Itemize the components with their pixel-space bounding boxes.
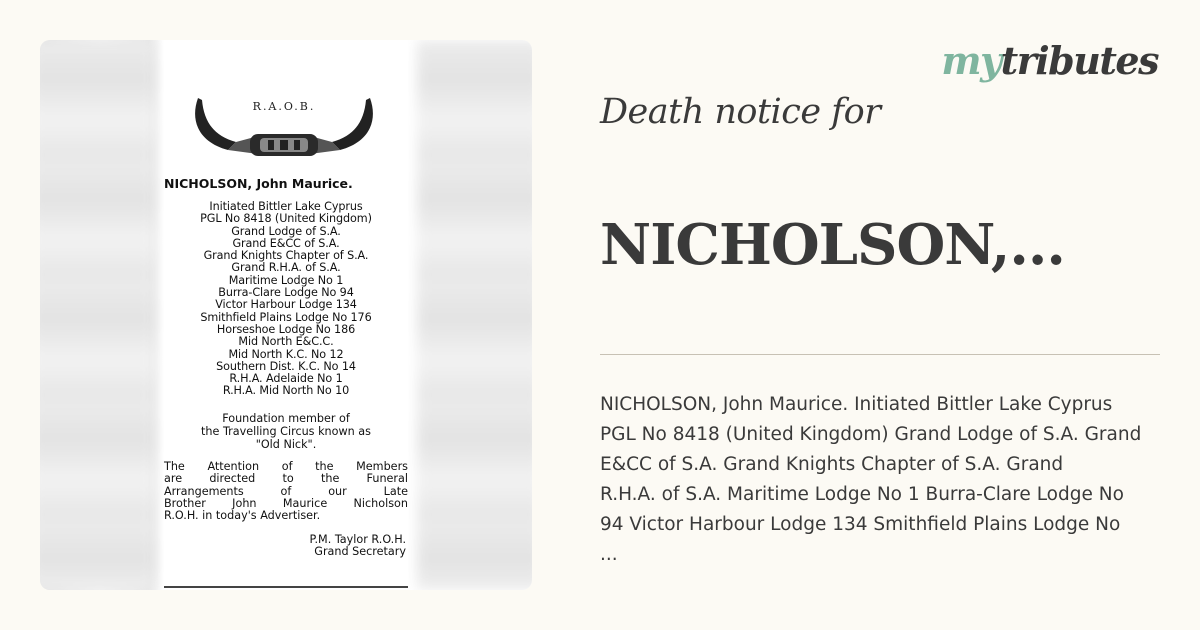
clipping-line: Mid North K.C. No 12 — [228, 347, 344, 361]
clipping-affiliations — [164, 201, 408, 398]
page-title: NICHOLSON,... — [600, 212, 1065, 278]
mytributes-logo[interactable] — [941, 38, 1158, 83]
clipping-line: Grand Lodge of S.A. — [231, 224, 341, 238]
clipping-line: Initiated Bittler Lake Cyprus — [209, 200, 363, 213]
clipping-line: Mid North E&C.C. — [238, 335, 334, 349]
clipping-line: R.O.H. in today's Advertiser. — [164, 509, 321, 523]
notice-excerpt — [600, 390, 1190, 570]
clipping-line: Horseshoe Lodge No 186 — [216, 322, 356, 336]
clipping-line: Arrangements of our Late — [164, 484, 408, 498]
clipping-attention — [164, 461, 408, 522]
excerpt-line: ... — [600, 544, 618, 565]
divider — [600, 354, 1160, 355]
clipping-line: "Old Nick". — [255, 438, 317, 451]
clipping-line: Burra-Clare Lodge No 94 — [218, 286, 354, 300]
clipping-name: NICHOLSON, John Maurice. — [164, 176, 353, 191]
clipping-line: are directed to the Funeral — [164, 472, 408, 486]
clipping-line: Grand R.H.A. of S.A. — [231, 261, 341, 275]
notice-image — [40, 40, 532, 590]
clipping-foundation — [164, 412, 408, 451]
page-subtitle: Death notice for — [600, 92, 881, 132]
clipping-line: the Travelling Circus known as — [201, 425, 371, 438]
clipping-line: Smithfield Plains Lodge No 176 — [200, 310, 372, 324]
clipping-line: R.H.A. Mid North No 10 — [222, 384, 350, 398]
clipping-line: Victor Harbour Lodge 134 — [215, 298, 357, 312]
clipping-line: R.H.A. Adelaide No 1 — [229, 372, 343, 386]
excerpt-line: PGL No 8418 (United Kingdom) Grand Lodge of S.A. Grand — [600, 424, 1142, 445]
clipping-line: PGL No 8418 (United Kingdom) — [200, 212, 372, 226]
emblem-text: R.A.O.B. — [252, 100, 316, 113]
clipping-line: P.M. Taylor R.O.H. — [309, 533, 406, 546]
clipping-line: The Attention of the Members — [164, 460, 408, 473]
clipping-line: Grand Secretary — [314, 545, 406, 559]
clipping-signature — [310, 534, 407, 559]
excerpt-line: NICHOLSON, John Maurice. Initiated Bittler Lake Cyprus — [600, 394, 1113, 415]
image-blur-right — [417, 40, 532, 590]
logo-my: my — [941, 38, 1001, 83]
logo-tributes: tributes — [1000, 38, 1158, 83]
excerpt-line: 94 Victor Harbour Lodge 134 Smithfield Plains Lodge No — [600, 514, 1121, 535]
excerpt-line: E&CC of S.A. Grand Knights Chapter of S.A. Grand — [600, 454, 1064, 475]
clipping-line: Southern Dist. K.C. No 14 — [216, 359, 356, 373]
clipping-line: Grand Knights Chapter of S.A. — [203, 249, 369, 263]
raob-horns-emblem — [188, 90, 380, 164]
clipping-line: Grand E&CC of S.A. — [232, 236, 340, 250]
image-blur-left — [40, 40, 155, 590]
clipping-line: Maritime Lodge No 1 — [228, 273, 344, 287]
clipping-line: Brother John Maurice Nicholson — [164, 496, 408, 510]
newspaper-clipping — [164, 40, 408, 588]
excerpt-line: R.H.A. of S.A. Maritime Lodge No 1 Burra-Clare Lodge No — [600, 484, 1124, 505]
clipping-line: Foundation member of — [222, 412, 350, 425]
